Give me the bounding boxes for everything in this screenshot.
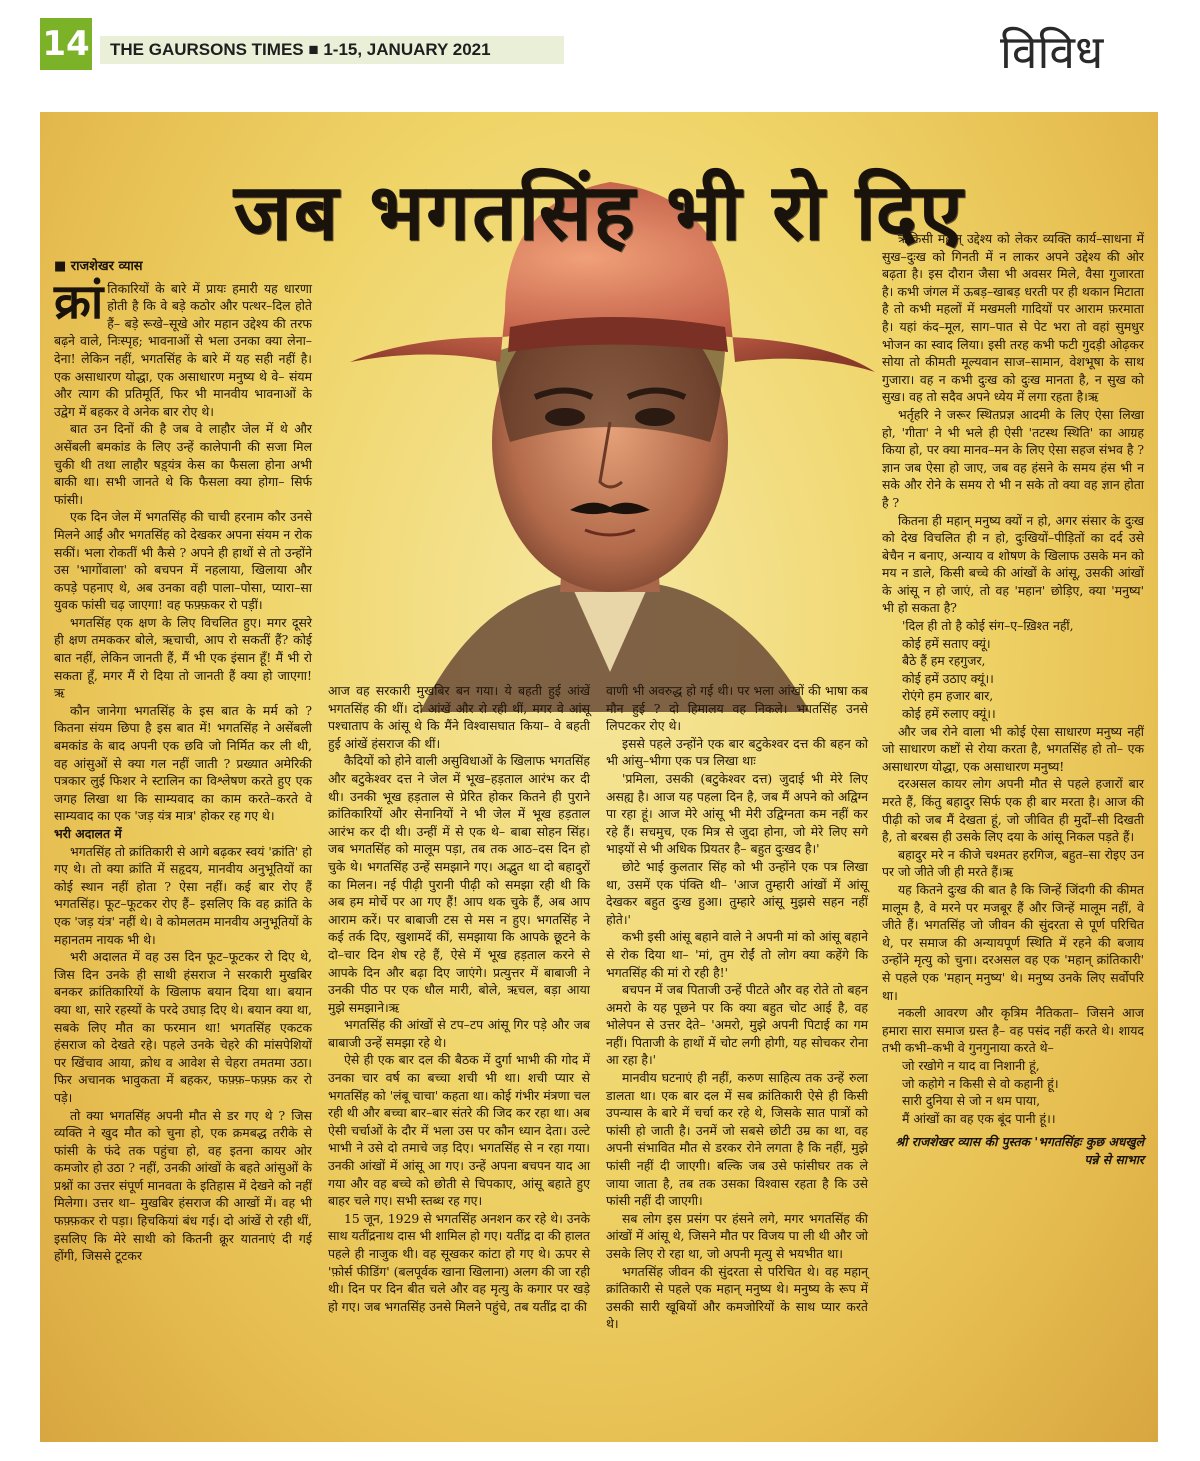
article [40, 112, 1158, 1442]
paragraph: भगतसिंह एक क्षण के लिए विचलित हुए। मगर दूसरे ही क्षण तमककर बोले, ऋचाची, आप रो सकतीं हैं? कोई बात नहीं, लेकिन जानती हैं, मैं भी एक इंसान हूँ! मैं भी रो सकता हूँ, मगर मैं रो दिया तो जानती हैं क्या हो जाएगा! ऋ [54, 614, 312, 701]
verse-line: 'दिल ही तो है कोई संग–ए–ख़िश्त नहीं, [902, 618, 1074, 634]
section-title: विविध [1000, 25, 1104, 79]
paragraph: कितना ही महान् मनुष्य क्यों न हो, अगर संसार के दुःख को देख विचलित ही न हो, दुःखियों–पीड़ितों का दर्द उसे बेचैन न बनाए, अन्याय व शोषण के खिलाफ उसके मन को मय न डाले, किसी बच्चे की आंखों के आंसू, उसकी आंखों के आंसू न हो जाएं, तो वह 'महान' छोड़िए, क्या 'मनुष्य' भी हो सकता है? [882, 512, 1144, 616]
paragraph: तिकारियों के बारे में प्रायः हमारी यह धारणा होती है कि वे बड़े कठोर और पत्थर–दिल होते हैं– बड़े रूखे–सूखे ओर महान उद्देश्य की तरफ बढ़ने वाले, निःस्पृह; भावनाओं से भला उनका क्या लेना–देना! लेकिन नहीं, भगतसिंह के बारे में यह सही नहीं है। एक असाधारण योद्धा, एक असाधारण मनुष्य थे वे– संयम और त्याग की प्रतिमूर्ति, फिर भी मानवीय भावनाओं के उद्वेग में बहकर वे अनेक बार रोए थे। [54, 280, 312, 419]
verse-line: कोई हमें रुलाए क्यूं।। [902, 706, 996, 722]
verse-line: सारी दुनिया से जो न थम पाया, [902, 1093, 1041, 1109]
paragraph: आज वह सरकारी मुखबिर बन गया। ये बहती हुई आंखें भगतसिंह की थीं। दो आंखें और रो रही थीं, मगर वे आंसू पश्चाताप के आंसू थे कि मैंने विश्वासघात किया– वे बहती हुई आंखें हंसराज की थीं। [328, 683, 590, 751]
paragraph: छोटे भाई कुलतार सिंह को भी उन्होंने एक पत्र लिखा था, उसमें एक पंक्ति थी– 'आज तुम्हारी आंखों में आंसू देखकर बहुत दुःख हुआ। तुम्हारे आंसू मुझसे सहन नहीं होते।' [606, 858, 868, 927]
byline: ■ राजशेखर व्यास [54, 259, 143, 274]
paragraph: 15 जून, 1929 से भगतसिंह अनशन कर रहे थे। उनके साथ यतींद्रनाथ दास भी शामिल हो गए। यतींद्र दा की हालत पहले ही नाजुक थी। वह सूखकर कांटा हो गए थे। ऊपर से 'फ़ोर्स फीडिंग' (बलपूर्वक खाना खिलाना) अलग की जा रही थी। दिन पर दिन बीत चले और वह मृत्यु के कगार पर खड़े हो गए। जब भगतसिंह उनसे मिलने पहुंचे, तब यतींद्र दा की [328, 1210, 590, 1314]
source-credit: श्री राजशेखर व्यास की पुस्तक 'भगतसिंहः कुछ अधखुले पन्ने से साभार [895, 1134, 1144, 1167]
headline: जब भगतसिंह भी रो दिए [233, 168, 965, 258]
verse-line: जो रखोगे न याद वा निशानी हूं, [902, 1057, 1040, 1073]
paragraph: भगतसिंह की आंखों से टप–टप आंसू गिर पड़े और जब बाबाजी उन्हें समझा रहे थे। [328, 1017, 590, 1050]
paragraph: ऐसे ही एक बार दल की बैठक में दुर्गा भाभी की गोद में उनका चार वर्ष का बच्चा शची भी था। शची प्यार से भगतसिंह को 'लंबू चाचा' कहता था। कोई गंभीर मंत्रणा चल रही थी और बच्चा बार–बार संतरे की जिद कर रहा था। अब ऐसी चर्चाओं के दौर में भला उस पर कौन ध्यान देता। उल्टे भाभी ने उसे दो तमाचे जड़ दिए। भगतसिंह से न रहा गया। उनकी आंखों में आंसू आ गए। उन्हें अपना बचपन याद आ गया और वह बच्चे को छोती से चिपकाए, आंसू बहाते हुए बाहर चले गए। सभी स्तब्ध रह गए। [328, 1052, 590, 1209]
column-3 [606, 682, 868, 1333]
paragraph: भगतसिंह जीवन की सुंदरता से परिचित थे। वह महान् क्रांतिकारी से पहले एक महान् मनुष्य थे। मनुष्य के रूप में उसकी सारी खूबियों और कमजोरियों के साथ प्यार करते थे। [606, 1263, 868, 1332]
paragraph: भर्तृहरि ने जरूर स्थितप्रज्ञ आदमी के लिए ऐसा लिखा हो, 'गीता' ने भी भले ही ऐसी 'तटस्थ स्थिति' का आग्रह किया हो, पर क्या मानव–मन के लिए ऐसा सहज संभव है ? ज्ञान जब ऐसा हो जाए, जब वह हंसने के समय हंस भी न सके और रोने के समय रो भी न सके तो क्या वह ज्ञान होता है ? [882, 406, 1144, 510]
paragraph: दरअसल कायर लोग अपनी मौत से पहले हजारों बार मरते हैं, किंतु बहादुर सिर्फ एक ही बार मरता है। आज की पीढ़ी को जब मैं देखता हूं, जो जीवित ही मुर्दों–सी दिखती है, तो बरबस ही उसके लिए दया के आंसू निकल पड़ते हैं। [882, 776, 1144, 845]
paragraph: तो क्या भगतसिंह अपनी मौत से डर गए थे ? जिस व्यक्ति ने खुद मौत को चुना हो, एक क्रमबद्ध तरीके से फांसी के फंदे तक पहुंचा हो, वह इतना कायर ओर कमजोर हो उठा ? नहीं, उनकी आंखों के बहते आंसुओं के प्रश्नों का उत्तर संपूर्ण मानवता के इतिहास में देखने को नहीं मिलेगा। उत्तर था– मुखबिर हंसराज की आखों में। वह भी फफ़्फ़कर रो पड़ा। हिचकियां बंध गई। दो आंखें रो रही थीं, इसलिए कि मेरे साथी को कितनी क्रूर यातनाएं दी गई होंगी, जिससे टूटकर [54, 1107, 312, 1264]
paragraph: कौन जानेगा भगतसिंह के इस बात के मर्म को ? कितना संयम छिपा है इस बात में! भगतसिंह ने असेंबली बमकांड के बाद अपनी एक छवि जो निर्मित कर ली थी, वह आंसुओं से क्या गल नहीं जाती ? प्रख्यात अमेरिकी पत्रकार लुई फिशर ने स्टालिन का विश्लेषण करते हुए एक जगह लिखा था कि साम्यवाद का काम करते–करते वे साम्यवाद का एक 'जड़ यंत्र मात्र' होकर रह गए थे। [54, 702, 312, 824]
paragraph: 'प्रमिला, उसकी (बटुकेश्वर दत्त) जुदाई भी मेरे लिए असह्य है। आज यह पहला दिन है, जब मैं अपने को अद्विग्न पा रहा हूं। आज मेरे आंसू भी मेरी उद्विग्नता कम नहीं कर रहे हैं। सचमुच, एक मित्र से जुदा होना, जो मेरे लिए सगे भाइयों से भी अधिक प्रियतर है– बहुत दुःखद है।' [606, 770, 868, 857]
column-1 [54, 258, 312, 1265]
paragraph: बचपन में जब पिताजी उन्हें पीटते और वह रोते तो बहन अमरो के यह पूछने पर कि क्या बहुत चोट आई है, वह भोलेपन से उत्तर देते– 'अमरो, मुझे अपनी पिटाई का गम नहीं। पिताजी के हाथों में चोट लगी होगी, यह सोचकर रोना आ रहा है।' [606, 982, 868, 1068]
subheading: भरी अदालत में [54, 826, 122, 841]
verse-line: कोई हमें उठाए क्यूं।। [902, 670, 994, 686]
verse-line: कोई हमें सताए क्यूं। [902, 635, 991, 651]
verse-line: मैं आंखों का वह एक बूंद पानी हूं।। [902, 1110, 1056, 1126]
paragraph: नकली आवरण और कृत्रिम नैतिकता– जिसने आज हमारा सारा समाज ग्रस्त है– वह पसंद नहीं करते थे। शायद तभी कभी–कभी वे गुनगुनाया करते थे– [882, 1005, 1144, 1056]
paragraph: वाणी भी अवरुद्ध हो गई थी। पर भला आंखों की भाषा कब मौन हुई ? दो हिमालय वह निकले। भगतसिंह उनसे लिपटकर रोए थे। [606, 683, 868, 734]
column-2 [328, 682, 590, 1315]
paragraph: मानवीय घटनाएं ही नहीं, करुण साहित्य तक उन्हें रुला डालता था। एक बार दल में सब क्रांतिकारी ऐसे ही किसी उपन्यास के बारे में चर्चा कर रहे थे, जिसके सात पात्रों को फांसी हो जाती है। उनमें जो सबसे छोटी उम्र का था, वह अपनी संभावित मौत से डरकर रोने लगता है कि नहीं, मुझे फांसी नहीं दी जाएगी। बल्कि जब उसे फांसीघर तक ले जाया जाता है, तब तक उसका विश्वास रहता है कि उसे फांसी नहीं दी जाएगी। [606, 1070, 868, 1209]
paragraph: ऋकिसी महान् उद्देश्य को लेकर व्यक्ति कार्य–साधना में सुख–दुःख को गिनती में न लाकर अपने उद्देश्य की ओर बढ़ता है। इस दौरान जैसा भी अवसर मिले, वैसा गुजारता है। कभी जंगल में ऊबड़–खाबड़ धरती पर ही थकान मिटाता है तो कभी महलों में मखमली गादियों पर आराम फ़रमाता है। यहां कंद–मूल, साग–पात से पेट भरा तो वहां सुमधुर भोजन का स्वाद लिया। इसी तरह कभी फटी गुदड़ी ओढ़कर सोया तो कीमती मूल्यवान साज–सामान, वेशभूषा के साथ गुजारा। वह न कभी दुःख को दुःख मानता है, न सुख को सुख। वह तो सदैव अपने ध्येय में लगा रहता है।ऋ [882, 231, 1144, 405]
verse-line: रोएंगे हम हजार बार, [902, 688, 994, 704]
verse-line: जो कहोगे न किसी से वो कहानी हूं। [902, 1075, 1059, 1091]
paragraph: इससे पहले उन्होंने एक बार बटुकेश्वर दत्त की बहन को भी आंसु–भीगा एक पत्र लिखा थाः [606, 735, 868, 769]
paragraph: भरी अदालत में वह उस दिन फूट–फूटकर रो दिए थे, जिस दिन उनके ही साथी हंसराज ने सरकारी मुखबिर बनकर क्रांतिकारियों के खिलाफ बयान दिया था। बयान क्या था, सारे रहस्यों के परदे उघाड़ दिए थे। बयान क्या था, सबके लिए मौत का फरमान था! भगतसिंह एकटक हंसराज को देखते रहे। पहले उनके चेहरे की मांसपेशियों पर खिंचाव आया, क्रोध व आवेश से चेहरा तमतमा उठा। फिर अचानक भावुकता में बहकर, फफ़्फ़–फफ़्फ़ कर रो पड़े। [54, 949, 312, 1105]
verse-line: बैठे हैं हम रहगुजर, [902, 653, 986, 669]
page-header [0, 0, 1200, 100]
masthead: THE GAURSONS TIMES ■ 1-15, JANUARY 2021 [100, 36, 564, 64]
page-number: 14 [40, 18, 92, 70]
paragraph: बहादुर मरे न कीजे चश्मतर हरगिज, बहुत–सा रोइए उन पर जो जीते जी ही मरते हैं।ऋ [882, 846, 1144, 880]
paragraph: कैदियों को होने वाली असुविधाओं के खिलाफ भगतसिंह और बटुकेश्वर दत्त ने जेल में भूख–हड़ताल आरंभ कर दी थी। उनकी भूख हड़ताल से प्रेरित होकर कितने ही पुराने क्रांतिकारियों और सेनानियों ने भी जेल में भूख हड़ताल आरंभ कर दी थी। उन्हीं में से एक थे– बाबा सोहन सिंह। जब भगतसिंह को मालूम पड़ा, तब तक आठ–दस दिन हो चुके थे। भगतसिंह उन्हें समझाने गए। अद्भुत था दो बहादुरों का मिलन। नई पीढ़ी पुरानी पीढ़ी को समझा रही थी कि अब हम मोर्चे पर आ गए हैं! आप थक चुके हैं, अब आप आराम करें। पर बाबाजी टस से मस न हुए। भगतसिंह ने कई तर्क दिए, खुशामदें कीं, समझाया कि आपके छूटने के दो–चार दिन शेष रहे हैं, ऐसे में भूख हड़ताल करने से आपके दिन और बढ़ा दिए जाएंगे। प्रत्युत्तर में बाबाजी ने उनकी पीठ पर एक धौल मारी, बोले, ऋचल, बड़ा आया मुझे समझाने।ऋ [328, 753, 590, 1015]
paragraph: और जब रोने वाला भी कोई ऐसा साधारण मनुष्य नहीं जो साधारण कष्टों से रोया करता है, भगतसिंह हो तो– एक असाधारण योद्धा, एक असाधारण मनुष्य! [882, 723, 1144, 774]
column-4 [882, 230, 1144, 1168]
paragraph: एक दिन जेल में भगतसिंह की चाची हरनाम कौर उनसे मिलने आईं और भगतसिंह को देखकर अपना संयम न रोक सकीं। भला रोकतीं भी कैसे ? अपने ही हाथों से तो उन्होंने उस 'भागोंवाला' को बचपन में नहलाया, खिलाया और कपड़े पहनाए थे, अब उनका वही पाला–पोसा, प्यारा–सा युवक फांसी चढ़ जाएगा! वह फफ़्फ़कर रो पड़ीं। [54, 509, 312, 613]
paragraph: सब लोग इस प्रसंग पर हंसने लगे, मगर भगतसिंह की आंखों में आंसू थे, जिसने मौत पर विजय पा ली थी और जो उसके लिए रो रहा था, जो अपनी मृत्यु से भयभीत था। [606, 1210, 868, 1261]
paragraph: भगतसिंह तो क्रांतिकारी से आगे बढ़कर स्वयं 'क्रांति' हो गए थे। तो क्या क्रांति में सहृदय, मानवीय अनुभूतियों का कोई स्थान नहीं होता ? ऐसा नहीं। कई बार रोए हैं भगतसिंह। फूट–फूटकर रोए हैं– इसलिए कि वह क्रांति के एक 'जड़ यंत्र' नहीं थे। वे कोमलतम मानवीय अनुभूतियों के महानतम नायक भी थे। [54, 843, 312, 947]
paragraph: यह कितने दुःख की बात है कि जिन्हें जिंदगी की कीमत मालूम है, वे मरने पर मजबूर हैं और जिन्हें मालूम नहीं, वे जीते हैं। भगतसिंह जो जीवन की सुंदरता से पूर्ण परिचित थे, पर समाज की अन्यायपूर्ण स्थिति में रहने की बजाय उन्होंने मृत्यु को चुना। दरअसल वह एक 'महान् क्रांतिकारी' से पहले एक 'महान् मनुष्य' थे। मनुष्य उनके लिए सर्वोपरि था। [882, 881, 1144, 1003]
drop-cap: क्रां [54, 273, 104, 330]
paragraph: बात उन दिनों की है जब वे लाहौर जेल में थे और असेंबली बमकांड के लिए उन्हें कालेपानी की सजा मिल चुकी थी तथा लाहौर षड़्यंत्र केस का फैसला होना अभी बाकी था। सभी जानते थे कि फैसला क्या होगा– सिर्फ फांसी। [54, 421, 312, 507]
paragraph: कभी इसी आंसू बहाने वाले ने अपनी मां को आंसू बहाने से रोक दिया था– 'मां, तुम रोईं तो लोग क्या कहेंगे कि भगतसिंह की मां रो रही है!' [606, 929, 868, 980]
